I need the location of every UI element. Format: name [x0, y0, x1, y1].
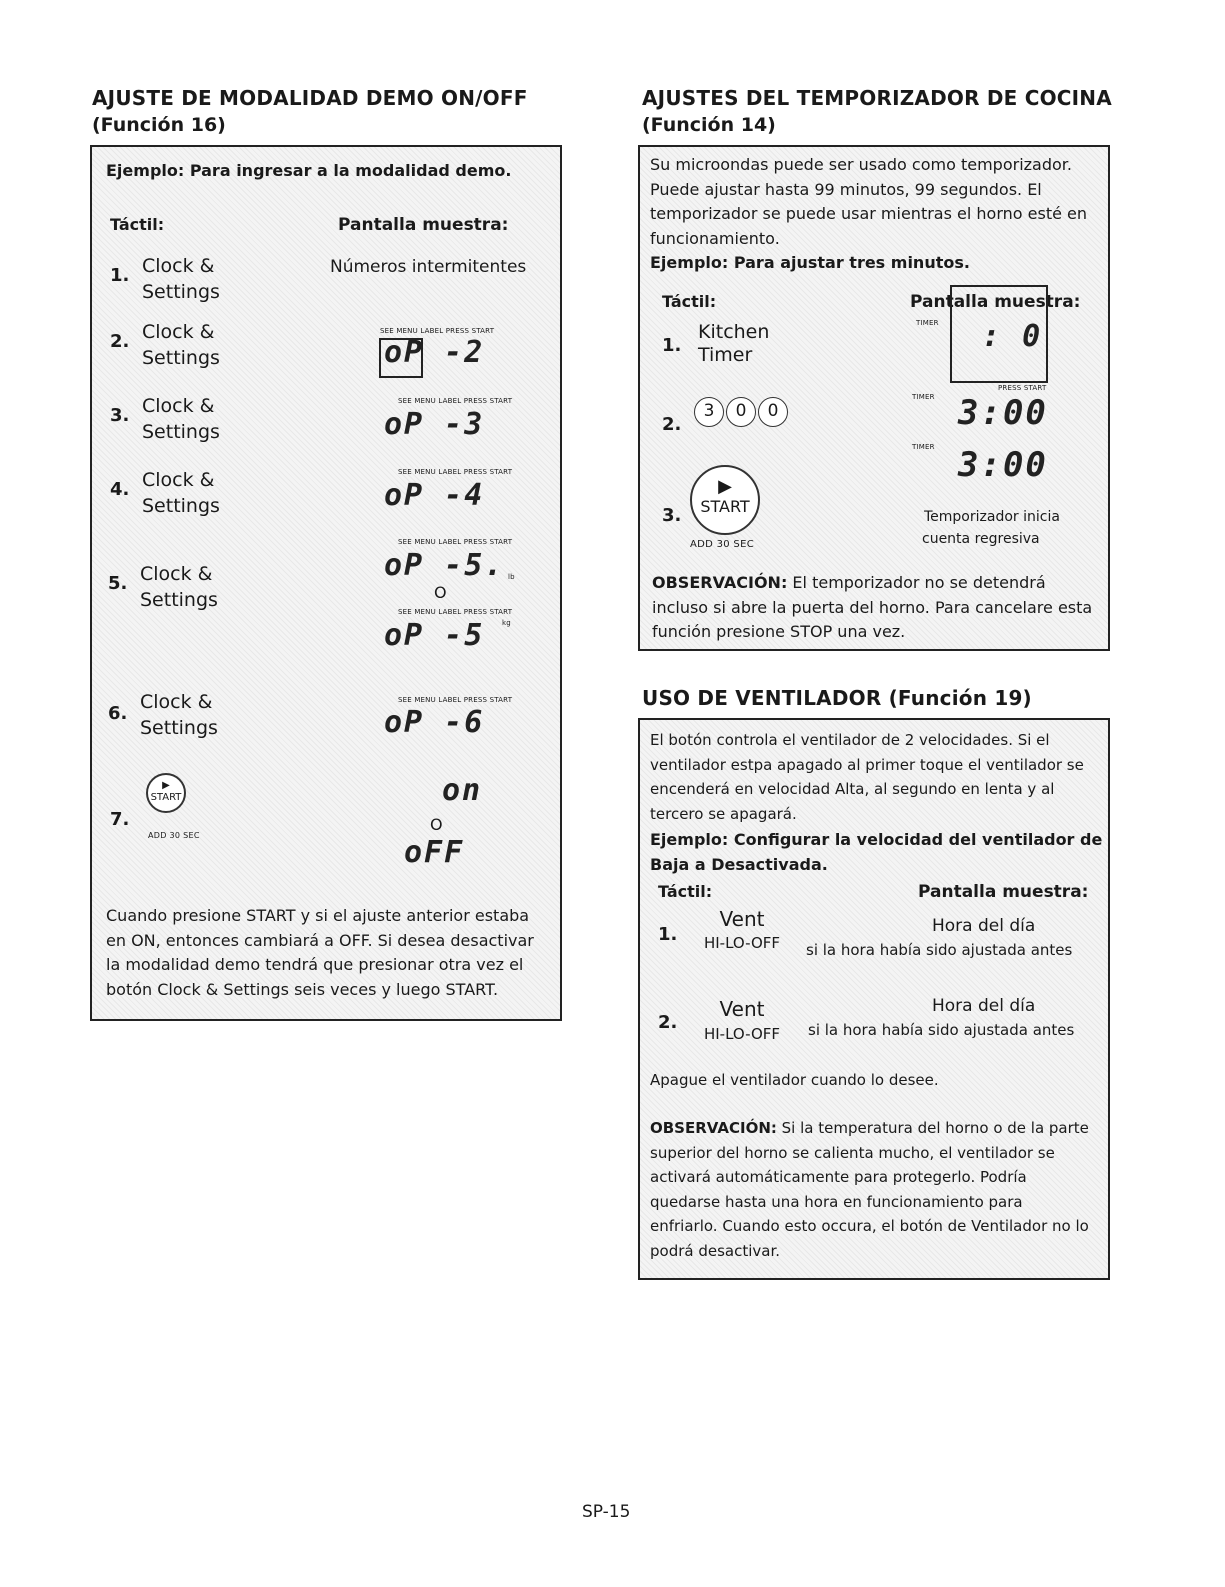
step-number: 2.	[662, 414, 682, 435]
lcd-display: oP -2	[384, 335, 485, 370]
press-start-label: PRESS START	[998, 384, 1047, 392]
lcd-display: : 0	[982, 319, 1043, 354]
vent-button[interactable]	[692, 906, 792, 954]
page-number: SP-15	[582, 1502, 631, 1522]
demo-box	[90, 145, 562, 1021]
demo-example: Ejemplo: Para ingresar a la modalidad demo.	[106, 161, 512, 180]
lcd-display: oP -6	[384, 705, 485, 740]
unit-kg: kg	[502, 619, 511, 627]
button-label: Clock &	[140, 691, 213, 713]
button-label: Settings	[142, 347, 220, 369]
step-number: 5.	[108, 573, 128, 594]
demo-heading: AJUSTE DE MODALIDAD DEMO ON/OFF	[92, 86, 528, 110]
display-flashing-numbers: Números intermitentes	[330, 257, 527, 277]
add30-label: ADD 30 SEC	[148, 831, 200, 840]
lcd-label: SEE MENU LABEL PRESS START	[380, 327, 495, 335]
obs-text: El temporizador no se detendrá incluso si abre la puerta del horno. Para cancelare esta función presione STOP una vez.	[652, 573, 1093, 641]
step-number: 7.	[110, 809, 130, 830]
button-label: Clock &	[142, 395, 215, 417]
display-time-note: si la hora había sido ajustada antes	[806, 941, 1073, 959]
button-label: Settings	[142, 495, 220, 517]
lcd-display: oP -5	[384, 618, 485, 653]
step-number: 3.	[110, 405, 130, 426]
lcd-on: on	[442, 773, 483, 808]
vent-box	[638, 718, 1110, 1280]
clock-settings-button[interactable]	[142, 253, 220, 305]
clock-settings-button[interactable]	[142, 393, 220, 445]
timer-col-touch: Táctil:	[662, 292, 717, 311]
display-time-of-day: Hora del día	[932, 996, 1036, 1016]
button-label: Clock &	[142, 469, 215, 491]
timer-intro: Su microondas puede ser usado como temporizador. Puede ajustar hasta 99 minutos, 99 segundos. El temporizador se puede usar mientras el horno esté en funcionamiento.	[650, 155, 1087, 248]
timer-example: Ejemplo: Para ajustar tres minutos.	[650, 253, 970, 272]
start-button[interactable]	[690, 465, 760, 535]
start-label: START	[150, 792, 182, 803]
step-number: 1.	[662, 335, 682, 356]
lcd-display: 3:00	[958, 445, 1048, 485]
timer-col-display: Pantalla muestra:	[910, 292, 1081, 312]
button-label: HI-LO-OFF	[703, 934, 781, 952]
unit-lb: lb	[508, 573, 515, 581]
demo-col-touch: Táctil:	[110, 215, 165, 234]
button-label: Clock &	[142, 321, 215, 343]
vent-col-touch: Táctil:	[658, 882, 713, 901]
lcd-off: oFF	[404, 835, 465, 870]
obs-label: OBSERVACIÓN:	[650, 1119, 777, 1137]
timer-subheading: (Función 14)	[642, 114, 776, 136]
digit-0-button[interactable]: 0	[758, 397, 788, 427]
button-label: Settings	[140, 717, 218, 739]
step-number: 2.	[110, 331, 130, 352]
timer-label: TIMER	[912, 393, 935, 401]
vent-intro: El botón controla el ventilador de 2 velocidades. Si el ventilador estpa apagado al primer toque el ventilador se encenderá en velocidad Alta, al segundo en lenta y al tercero se apagará.	[650, 731, 1084, 823]
timer-observation	[652, 571, 1104, 645]
vent-heading: USO DE VENTILADOR (Función 19)	[642, 686, 1032, 710]
button-label: Kitchen	[698, 321, 770, 343]
step-number: 3.	[662, 505, 682, 526]
start-label: START	[700, 497, 750, 516]
button-label: Vent	[719, 907, 765, 931]
obs-text: Si la temperatura del horno o de la parte superior del horno se calienta mucho, el ventilador se activará automáticamente para protegerlo. Podría quedarse hasta una hora en funcionamiento para enfriarlo. Cuando esto occura, el botón de Ventilador no lo podrá desactivar.	[650, 1119, 1089, 1260]
display-time-of-day: Hora del día	[932, 916, 1036, 936]
button-label: Vent	[719, 997, 765, 1021]
step-number: 6.	[108, 703, 128, 724]
digit-0-button[interactable]: 0	[726, 397, 756, 427]
step-number: 1.	[110, 265, 130, 286]
lcd-label: SEE MENU LABEL PRESS START	[398, 538, 513, 546]
digit-3-button[interactable]: 3	[694, 397, 724, 427]
lcd-label: SEE MENU LABEL PRESS START	[398, 468, 513, 476]
countdown-text-1: Temporizador inicia	[924, 509, 1060, 525]
button-label: Settings	[142, 421, 220, 443]
vent-button[interactable]	[692, 996, 792, 1046]
timer-label: TIMER	[916, 319, 939, 327]
button-label: Clock &	[140, 563, 213, 585]
play-icon: ▶	[718, 476, 732, 497]
button-label: Clock &	[142, 255, 215, 277]
lcd-label: SEE MENU LABEL PRESS START	[398, 397, 513, 405]
clock-settings-button[interactable]	[140, 561, 218, 613]
vent-col-display: Pantalla muestra:	[918, 882, 1089, 902]
clock-settings-button[interactable]	[142, 467, 220, 519]
lcd-display: oP -4	[384, 478, 485, 513]
button-label: HI-LO-OFF	[703, 1025, 781, 1043]
lcd-display: 3:00	[958, 393, 1048, 433]
obs-label: OBSERVACIÓN:	[652, 573, 788, 592]
demo-subheading: (Función 16)	[92, 114, 226, 136]
vent-example: Ejemplo: Configurar la velocidad del ventilador de Baja a Desactivada.	[650, 830, 1103, 874]
lcd-display: oP -5.	[384, 548, 505, 583]
lcd-label: SEE MENU LABEL PRESS START	[398, 608, 513, 616]
kitchen-timer-button[interactable]	[698, 321, 769, 367]
lcd-label: SEE MENU LABEL PRESS START	[398, 696, 513, 704]
countdown-text-2: cuenta regresiva	[922, 531, 1040, 547]
step-number: 1.	[658, 924, 678, 945]
play-icon: ▶	[162, 780, 170, 791]
button-label: Timer	[698, 344, 753, 366]
vent-observation	[650, 1116, 1090, 1263]
step-number: 2.	[658, 1012, 678, 1033]
clock-settings-button[interactable]	[140, 689, 218, 741]
clock-settings-button[interactable]	[142, 319, 220, 371]
button-label: Settings	[140, 589, 218, 611]
timer-heading: AJUSTES DEL TEMPORIZADOR DE COCINA	[642, 86, 1112, 110]
or-symbol: O	[430, 815, 443, 834]
demo-col-display: Pantalla muestra:	[338, 215, 509, 235]
timer-box	[638, 145, 1110, 651]
step-number: 4.	[110, 479, 130, 500]
display-time-note: si la hora había sido ajustada antes	[808, 1021, 1075, 1039]
vent-off-note: Apague el ventilador cuando lo desee.	[650, 1071, 939, 1089]
lcd-display: oP -3	[384, 407, 485, 442]
or-symbol: O	[434, 583, 447, 602]
start-button[interactable]	[146, 773, 186, 813]
add30-label: ADD 30 SEC	[690, 539, 754, 550]
demo-note: Cuando presione START y si el ajuste anterior estaba en ON, entonces cambiará a OFF. Si desea desactivar la modalidad demo tendrá que presionar otra vez el botón Clock & Settings seis veces y luego START.	[106, 906, 534, 999]
timer-label: TIMER	[912, 443, 935, 451]
button-label: Settings	[142, 281, 220, 303]
